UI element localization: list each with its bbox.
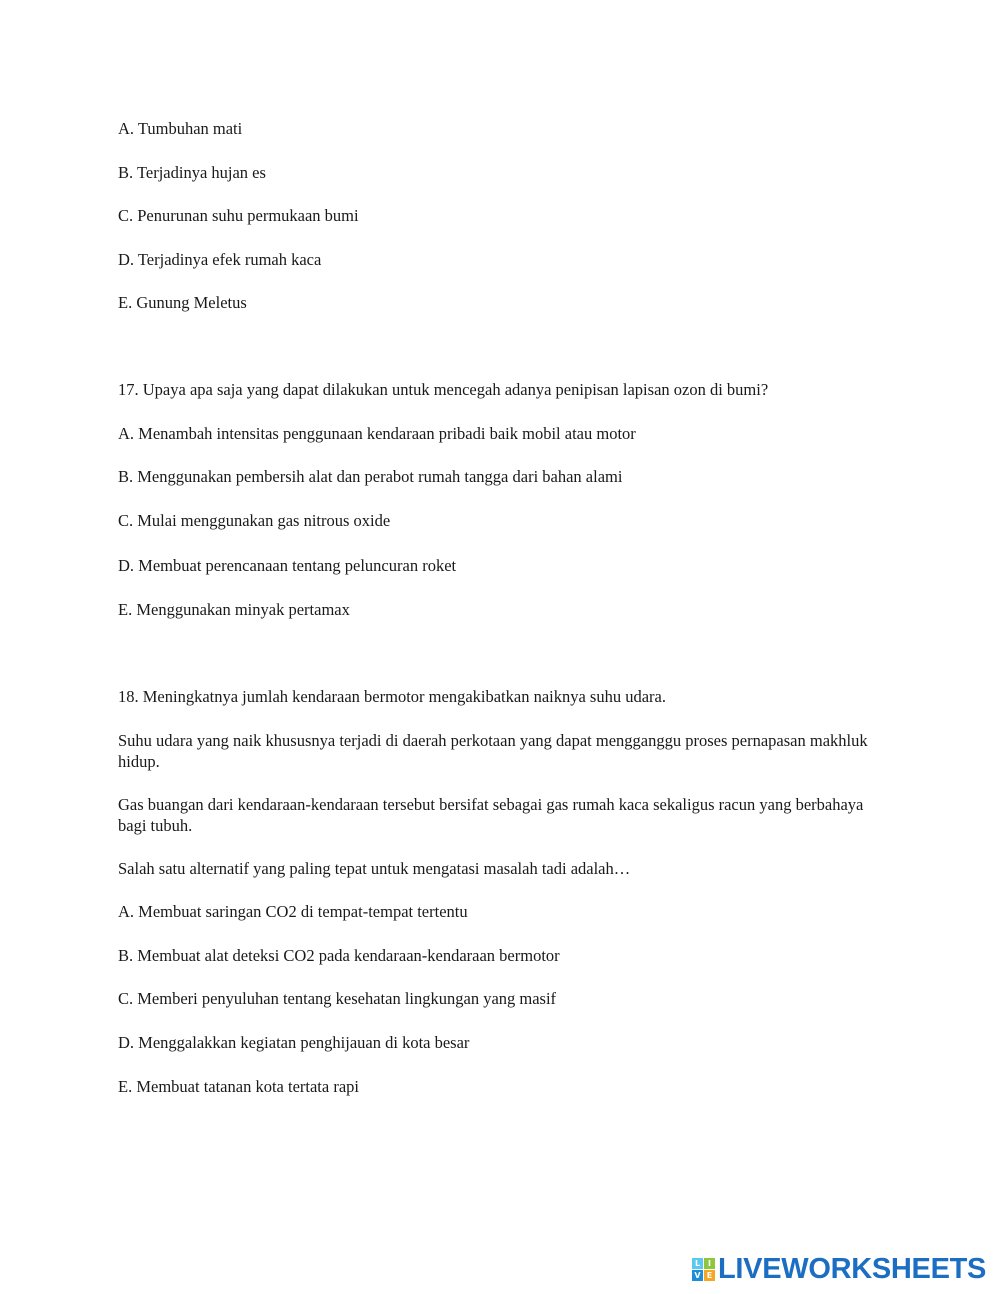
q16-option-b: B. Terjadinya hujan es [118, 163, 266, 182]
logo-mark-e: E [704, 1270, 715, 1281]
logo-mark-v: V [692, 1270, 703, 1281]
logo-text: LIVEWORKSHEETS [718, 1252, 987, 1285]
q16-option-d: D. Terjadinya efek rumah kaca [118, 250, 322, 269]
q17-option-c: C. Mulai menggunakan gas nitrous oxide [118, 511, 391, 530]
q18-option-b: B. Membuat alat deteksi CO2 pada kendaraan-kendaraan bermotor [118, 946, 560, 965]
q18-paragraph-2: Gas buangan dari kendaraan-kendaraan tersebut bersifat sebagai gas rumah kaca sekaligus racun yang berbahaya bagi tubuh. [118, 795, 864, 835]
q17-question: 17. Upaya apa saja yang dapat dilakukan untuk mencegah adanya penipisan lapisan ozon di bumi? [118, 380, 769, 399]
q16-option-c: C. Penurunan suhu permukaan bumi [118, 206, 359, 225]
q18-option-d: D. Menggalakkan kegiatan penghijauan di kota besar [118, 1033, 470, 1052]
q17-option-b: B. Menggunakan pembersih alat dan perabot rumah tangga dari bahan alami [118, 467, 623, 486]
q18-question: 18. Meningkatnya jumlah kendaraan bermotor mengakibatkan naiknya suhu udara. [118, 687, 666, 706]
liveworksheets-logo [692, 1252, 986, 1286]
liveworksheets-logo-icon [692, 1258, 715, 1281]
q18-paragraph-1: Suhu udara yang naik khususnya terjadi di daerah perkotaan yang dapat mengganggu proses pernapasan makhluk hidup. [118, 731, 868, 771]
q18-option-e: E. Membuat tatanan kota tertata rapi [118, 1077, 359, 1096]
q18-option-a: A. Membuat saringan CO2 di tempat-tempat tertentu [118, 902, 468, 921]
q17-option-a: A. Menambah intensitas penggunaan kendaraan pribadi baik mobil atau motor [118, 424, 636, 443]
q16-option-a: A. Tumbuhan mati [118, 119, 243, 138]
q18-prompt: Salah satu alternatif yang paling tepat untuk mengatasi masalah tadi adalah… [118, 859, 631, 878]
q18-option-c: C. Memberi penyuluhan tentang kesehatan lingkungan yang masif [118, 989, 557, 1008]
logo-mark-i: I [704, 1258, 715, 1269]
q16-option-e: E. Gunung Meletus [118, 293, 247, 312]
q17-option-d: D. Membuat perencanaan tentang peluncuran roket [118, 556, 457, 575]
q17-option-e: E. Menggunakan minyak pertamax [118, 600, 350, 619]
logo-mark-l: L [692, 1258, 703, 1269]
